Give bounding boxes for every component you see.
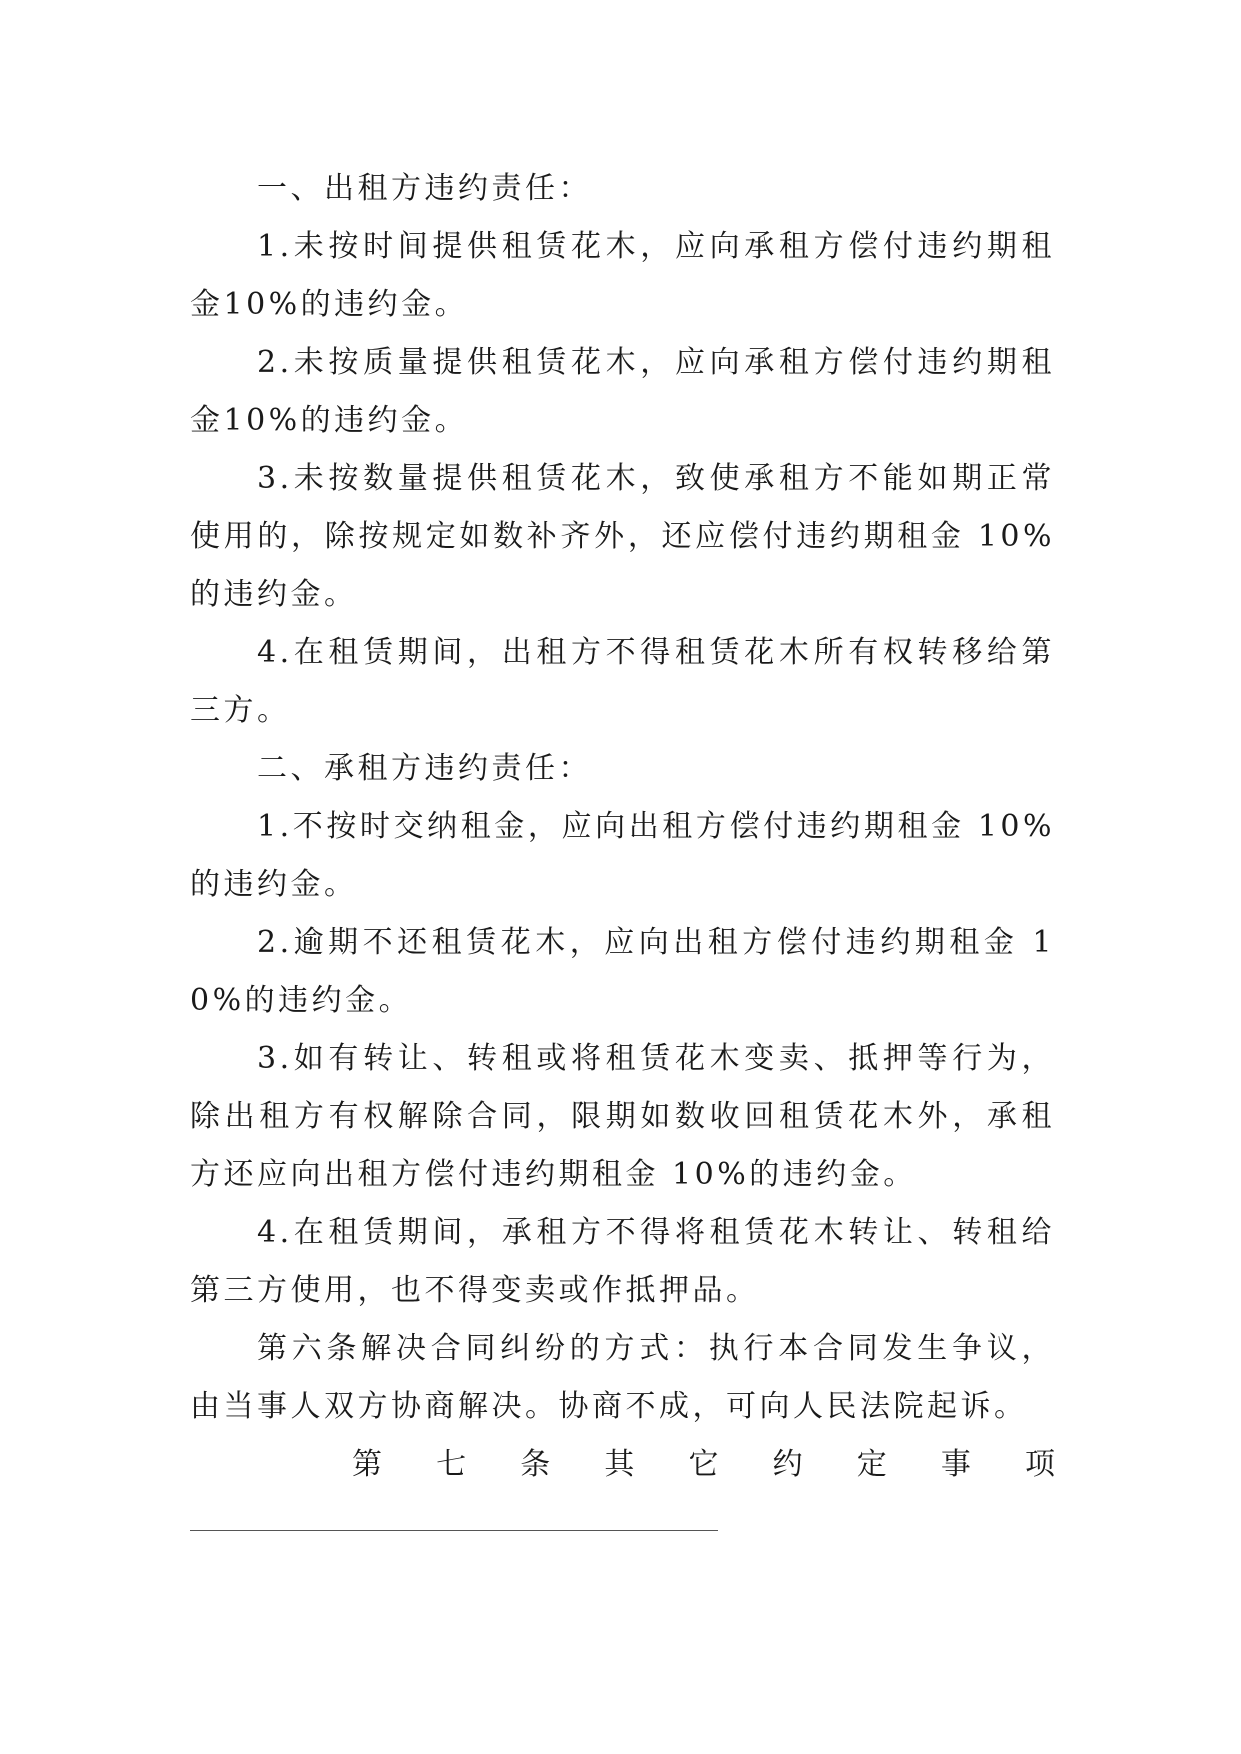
- article-7-heading-char: 项: [1025, 1447, 1055, 1482]
- article-7-heading-char: 它: [688, 1447, 719, 1482]
- paragraph-lessee-item-4: 4.在租赁期间，承租方不得将租赁花木转让、转租给第三方使用，也不得变卖或作抵押品。: [190, 1215, 1055, 1308]
- paragraph-article-6: 第六条解决合同纠纷的方式：执行本合同发生争议，由当事人双方协商解决。协商不成，可向人民法院起诉。: [190, 1331, 1055, 1424]
- paragraph-lessee-item-2: 2.逾期不还租赁花木，应向出租方偿付违约期租金 10%的违约金。: [190, 925, 1055, 1018]
- article-7-heading-char: 七: [436, 1447, 467, 1482]
- article-7-heading-char: 第: [352, 1447, 382, 1482]
- paragraph-lessor-item-1: 1.未按时间提供租赁花木，应向承租方偿付违约期租金10%的违约金。: [190, 229, 1055, 322]
- article-7-heading-char: 条: [520, 1447, 551, 1482]
- footnote-divider: [190, 1530, 718, 1531]
- paragraph-lessor-item-3: 3.未按数量提供租赁花木，致使承租方不能如期正常使用的，除按规定如数补齐外，还应偿付违约期租金 10%的违约金。: [190, 461, 1055, 612]
- document-body: [190, 160, 1055, 1494]
- paragraph-lessor-item-4: 4.在租赁期间，出租方不得租赁花木所有权转移给第三方。: [190, 635, 1055, 728]
- article-7-heading: [190, 1436, 1055, 1494]
- article-7-heading-char: 定: [856, 1447, 887, 1482]
- article-7-heading-char: 事: [940, 1447, 971, 1482]
- article-7-heading-char: 其: [604, 1447, 635, 1482]
- paragraph-lessor-item-2: 2.未按质量提供租赁花木，应向承租方偿付违约期租金10%的违约金。: [190, 345, 1055, 438]
- paragraph-lessee-item-1: 1.不按时交纳租金，应向出租方偿付违约期租金 10%的违约金。: [190, 809, 1055, 902]
- paragraph-lessee-item-3: 3.如有转让、转租或将租赁花木变卖、抵押等行为，除出租方有权解除合同，限期如数收回租赁花木外，承租方还应向出租方偿付违约期租金 10%的违约金。: [190, 1041, 1055, 1192]
- article-7-heading-char: 约: [772, 1447, 803, 1482]
- paragraph-breach-lessor-heading: 一、出租方违约责任：: [257, 171, 592, 206]
- paragraph-breach-lessee-heading: 二、承租方违约责任：: [257, 751, 592, 786]
